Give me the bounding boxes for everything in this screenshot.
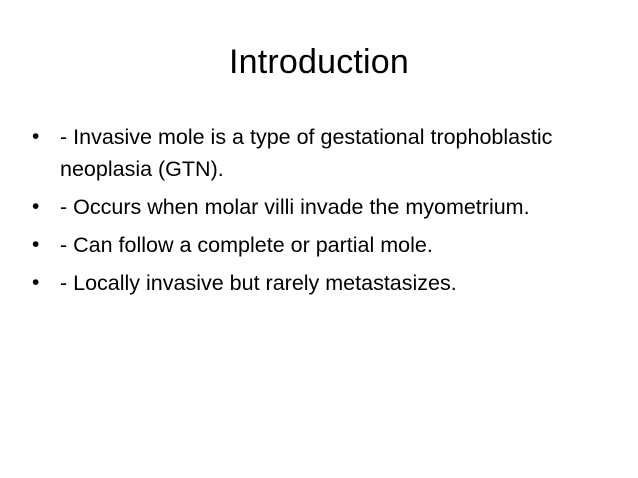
bullet-text: - Locally invasive but rarely metastasizes. [60, 271, 457, 295]
bullet-item [32, 267, 592, 299]
bullet-text: - Invasive mole is a type of gestational trophoblastic neoplasia (GTN). [60, 125, 553, 181]
bullet-dot-icon: • [32, 195, 40, 218]
bullet-dot-icon: • [32, 271, 40, 294]
bullet-dot-icon: • [32, 125, 40, 148]
bullet-text: - Occurs when molar villi invade the myometrium. [60, 195, 530, 219]
bullet-text: - Can follow a complete or partial mole. [60, 233, 433, 257]
bullet-list [32, 121, 592, 305]
slide-title: Introduction [228, 43, 410, 81]
bullet-item [32, 191, 592, 223]
bullet-item [32, 229, 592, 261]
bullet-dot-icon: • [32, 233, 40, 256]
bullet-item [32, 121, 592, 185]
